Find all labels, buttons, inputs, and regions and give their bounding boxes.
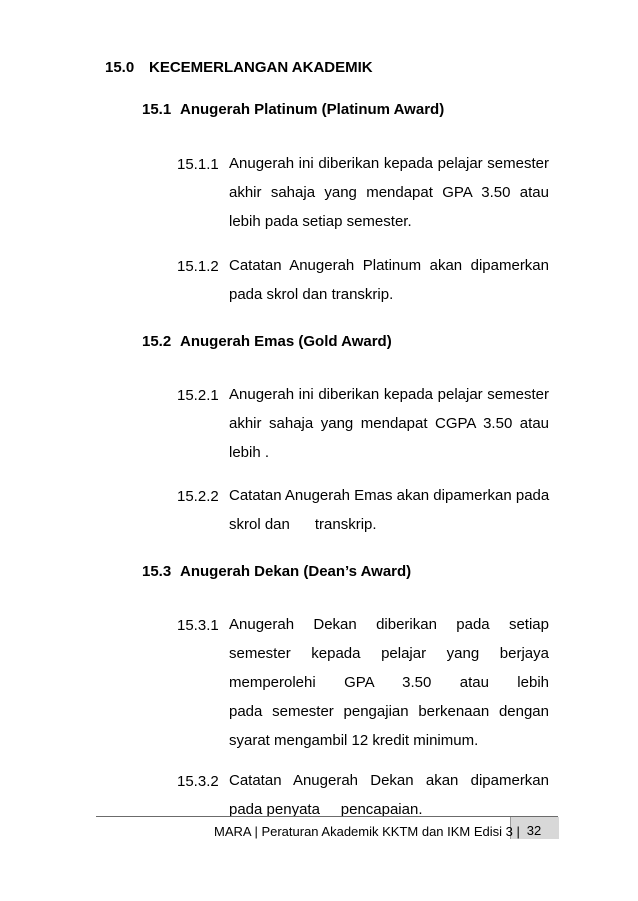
paragraph-line: Anugerah ini diberikan kepada pelajar semester [229,386,549,403]
paragraph-line: memperolehi GPA 3.50 atau lebih [229,674,549,691]
item-number: 15.3.2 [177,773,219,790]
paragraph-line: akhir sahaja yang mendapat CGPA 3.50 atau [229,415,549,432]
paragraph-line: Catatan Anugerah Dekan akan dipamerkan [229,772,549,789]
item-paragraph [229,617,549,762]
subsection-number: 15.2 [142,333,172,350]
subsection-title: Anugerah Platinum (Platinum Award) [180,101,445,118]
item-paragraph [229,387,549,474]
subsection-title: Anugerah Emas (Gold Award) [180,333,392,350]
paragraph-line: lebih . [229,444,270,461]
item-paragraph [229,258,549,316]
subsection-number: 15.1 [142,101,172,118]
item-number: 15.1.2 [177,258,219,275]
paragraph-line: semester kepada pelajar yang berjaya [229,645,549,662]
item-number: 15.1.1 [177,156,219,173]
paragraph-line: Anugerah Dekan diberikan pada setiap [229,616,549,633]
item-paragraph [229,488,549,546]
paragraph-line: Catatan Anugerah Emas akan dipamerkan pada [229,487,550,504]
paragraph-line: syarat mengambil 12 kredit minimum. [229,732,479,749]
paragraph-line: pada skrol dan transkrip. [229,286,394,303]
paragraph-line: lebih pada setiap semester. [229,213,412,230]
item-paragraph [229,773,549,818]
item-number: 15.2.1 [177,387,219,404]
subsection-title: Anugerah Dekan (Dean’s Award) [180,563,412,580]
paragraph-line: skrol dan transkrip. [229,516,377,533]
section-title: KECEMERLANGAN AKADEMIK [149,59,373,76]
footer-text: MARA | Peraturan Akademik KKTM dan IKM Edisi 3 | [214,824,520,839]
footer-divider [96,816,558,817]
section-number: 15.0 [105,59,135,76]
paragraph-line: Catatan Anugerah Platinum akan dipamerkan [229,257,549,274]
paragraph-line: akhir sahaja yang mendapat GPA 3.50 atau [229,184,549,201]
subsection-number: 15.3 [142,563,172,580]
item-number: 15.3.1 [177,617,219,634]
paragraph-line: Anugerah ini diberikan kepada pelajar semester [229,155,549,172]
paragraph-line: pada semester pengajian berkenaan dengan [229,703,549,720]
item-paragraph [229,156,549,243]
item-number: 15.2.2 [177,488,219,505]
page-number: 32 [526,823,542,838]
paragraph-line: pada penyata pencapaian. [229,801,423,818]
